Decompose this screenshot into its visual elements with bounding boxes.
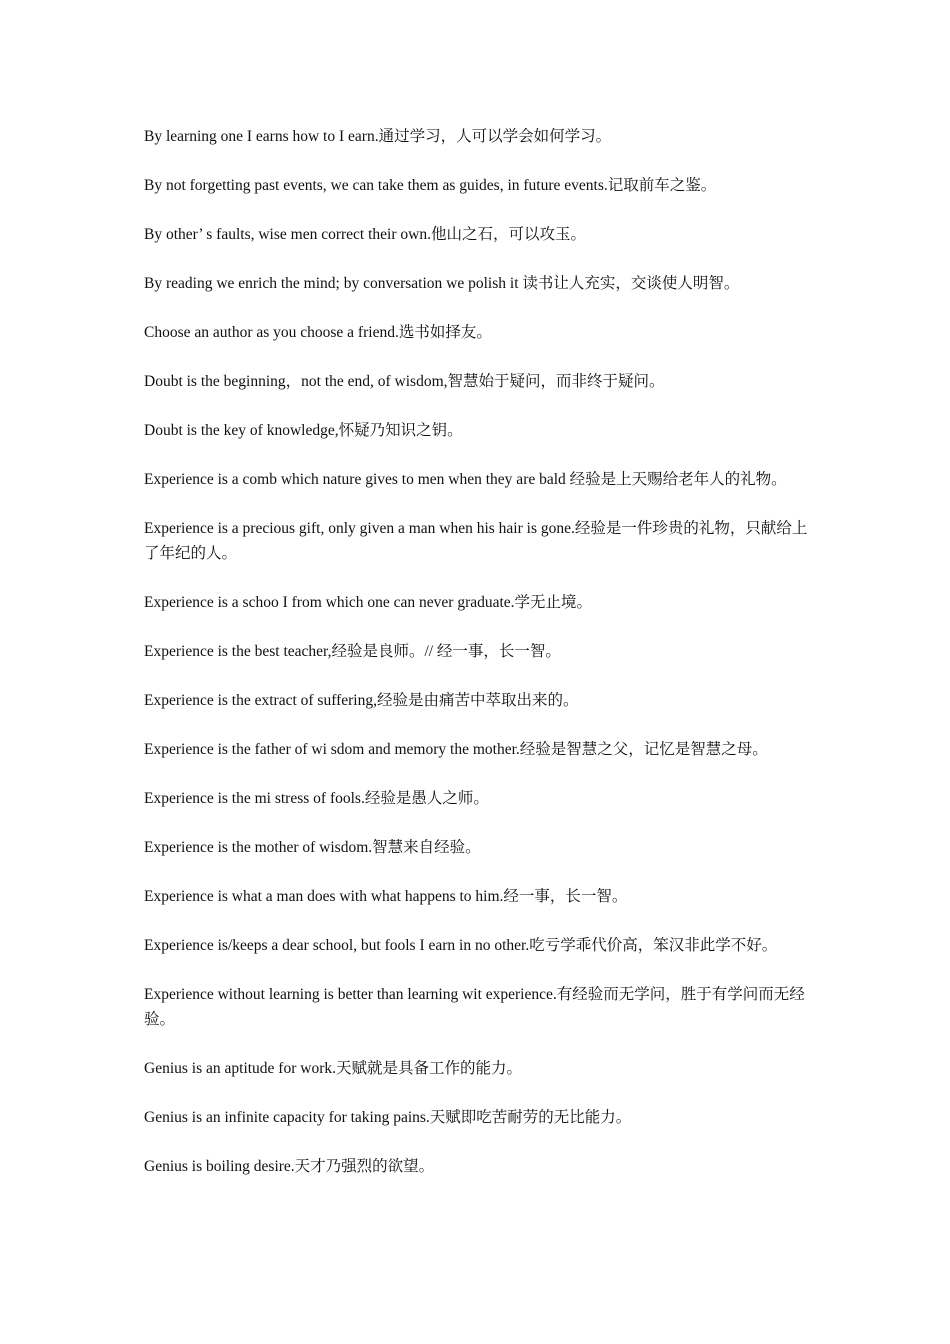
quote-entry: Experience without learning is better than learning wit experience.有经验而无学问，胜于有学问而无经验。 — [144, 986, 805, 1028]
quote-entry: Genius is an aptitude for work.天赋就是具备工作的能力。 — [144, 1060, 522, 1077]
quote-entry: Experience is the extract of suffering,经验是由痛苦中萃取出来的。 — [144, 692, 579, 709]
quote-entry: Doubt is the key of knowledge,怀疑乃知识之钥。 — [144, 422, 463, 439]
quote-entry: Experience is the father of wi sdom and memory the mother.经验是智慧之父，记忆是智慧之母。 — [144, 741, 768, 758]
quote-list — [144, 124, 812, 1203]
quote-entry: Choose an author as you choose a friend.选书如择友。 — [144, 324, 492, 341]
quote-entry: Experience is/keeps a dear school, but fools I earn in no other.吃亏学乖代价高，笨汉非此学不好。 — [144, 937, 778, 954]
quote-entry: By not forgetting past events, we can take them as guides, in future events.记取前车之鉴。 — [144, 177, 717, 194]
quote-entry: Experience is a schoo I from which one can never graduate.学无止境。 — [144, 594, 593, 611]
quote-entry: By learning one I earns how to I earn.通过学习，人可以学会如何学习。 — [144, 128, 612, 145]
quote-entry: Genius is boiling desire.天才乃强烈的欲望。 — [144, 1158, 435, 1175]
quote-entry: Experience is the mother of wisdom.智慧来自经验。 — [144, 839, 481, 856]
quote-entry: Experience is a precious gift, only given a man when his hair is gone.经验是一件珍贵的礼物，只献给上了年纪的人。 — [144, 520, 808, 562]
quote-entry: By other’ s faults, wise men correct their own.他山之石，可以攻玉。 — [144, 226, 586, 243]
quote-entry: Genius is an infinite capacity for taking pains.天赋即吃苦耐劳的无比能力。 — [144, 1109, 632, 1126]
quote-entry: By reading we enrich the mind; by conversation we polish it 读书让人充实，交谈使人明智。 — [144, 275, 740, 292]
quote-entry: Experience is a comb which nature gives to men when they are bald 经验是上天赐给老年人的礼物。 — [144, 471, 787, 488]
quote-entry: Experience is the mi stress of fools.经验是愚人之师。 — [144, 790, 489, 807]
quote-entry: Doubt is the beginning，not the end, of wisdom,智慧始于疑问，而非终于疑问。 — [144, 373, 665, 390]
quote-entry: Experience is what a man does with what happens to him.经一事，长一智。 — [144, 888, 628, 905]
quote-entry: Experience is the best teacher,经验是良师。// 经一事，长一智。 — [144, 643, 561, 660]
